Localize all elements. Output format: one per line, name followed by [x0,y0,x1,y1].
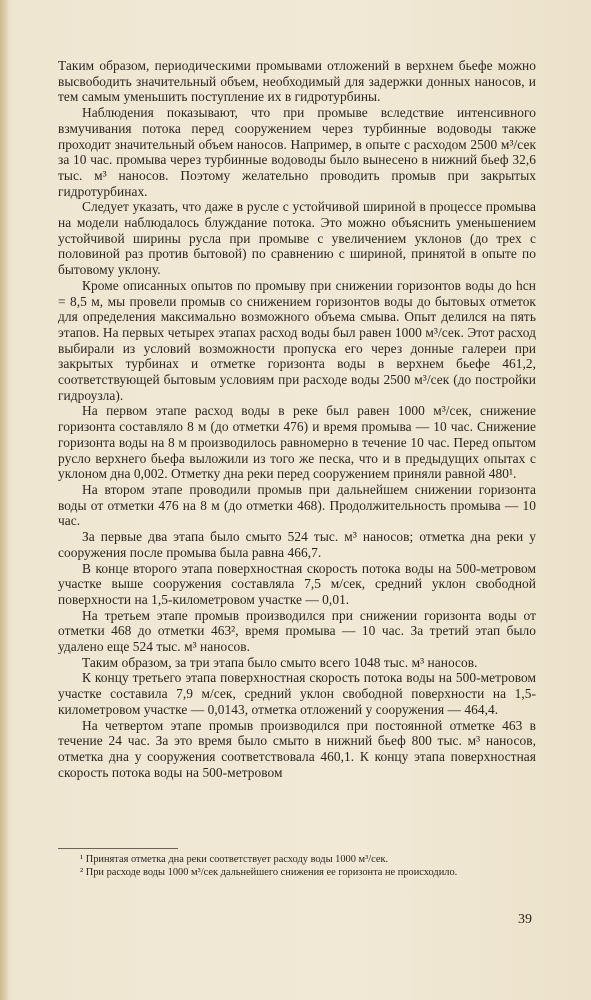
paragraph-10: Таким образом, за три этапа было смыто всего 1048 тыс. м³ наносов. [82,654,478,670]
paragraph-3: Следует указать, что даже в русле с устойчивой шириной в процессе промыва на модели наблюдалось блуждание потока. Это можно объяснить уменьшением устойчивой ширины русла при промыве с увеличением уклонов (до трех с половиной раз против бытовой) по сравнению с шириной, принятой в опыте по бытовому уклону. [58,199,536,278]
footnote-2: ² При расходе воды 1000 м³/сек дальнейшего снижения ее горизонта не происходило. [80,866,458,878]
paragraph-12: На четвертом этапе промыв производился при постоянной отметке 463 в течение 24 час. За это время было смыто в нижний бьеф 800 тыс. м³ наносов, отметка дна у сооружения соответствовала 460,1. К концу этапа поверхностная скорость потока воды на 500-метровом [58,717,536,780]
footnote-1: ¹ Принятая отметка дна реки соответствует расходу воды 1000 м³/сек. [80,854,389,865]
footnotes [58,848,536,880]
paragraph-4: Кроме описанных опытов по промыву при снижении горизонтов воды до hсн = 8,5 м, мы провели промыв со снижением горизонтов воды до бытовых отметок для определения максимально возможного объема смыва. Опыт делился на пять этапов. На первых четырех этапах расход воды был равен 1000 м³/сек. Этот расход выбирали из условий возможности пропуска его через донные галереи при закрытых турбинах и отметке горизонта воды в верхнем бьефе 461,2, соответствующей бытовым условиям при расходе воды 2500 м³/сек (до постройки гидроузла). [58,277,536,403]
paragraph-11: К концу третьего этапа поверхностная скорость потока воды на 500-метровом участке составила 7,9 м/сек, средний уклон свободной поверхности на 1,5-километровом участке — 0,0143, отметка отложений у сооружения — 464,4. [58,670,536,717]
paragraph-6: На втором этапе проводили промыв при дальнейшем снижении горизонта воды от отметки 476 на 8 м (до отметки 468). Продолжительность промыва — 10 час. [58,481,536,529]
page-number: 39 [518,912,532,927]
paragraph-8: В конце второго этапа поверхностная скорость потока воды на 500-метровом участке выше сооружения составляла 7,5 м/сек, средний уклон свободной поверхности на 1,5-километровом участке — 0,01. [58,560,536,607]
paragraph-1: Таким образом, периодическими промывами отложений в верхнем бьефе можно высвободить значительный объем, необходимый для задержки донных наносов, и тем самым уменьшить поступление их в гидротурбины. [58,58,536,105]
paragraph-5: На первом этапе расход воды в реке был равен 1000 м³/сек, снижение горизонта составляло 8 м (до отметки 476) и время промыва — 10 час. Снижение горизонта воды на 8 м производилось равномерно в течение 10 час. Перед опытом русло верхнего бьефа выложили из того же песка, что и в предыдущих опытах с уклоном дна 0,002. Отметку дна реки перед сооружением приняли равной 480¹. [58,403,536,482]
main-text [58,58,536,780]
page-spine-shadow [0,0,8,1000]
footnote-divider [58,848,178,849]
paragraph-9: На третьем этапе промыв производился при снижении горизонта воды от отметки 468 до отметки 463², время промыва — 10 час. За третий этап было удалено еще 524 тыс. м³ наносов. [58,607,536,655]
paragraph-2: Наблюдения показывают, что при промыве вследствие интенсивного взмучивания потока перед сооружением через турбинные водоводы также проходит значительный объем наносов. Например, в опыте с расходом 2500 м³/сек за 10 час. промыва через турбинные водоводы было вынесено в нижний бьеф 32,6 тыс. м³ наносов. Поэтому желательно проводить промыв при закрытых гидротурбинах. [58,105,536,199]
paragraph-7: За первые два этапа было смыто 524 тыс. м³ наносов; отметка дна реки у сооружения после промыва была равна 466,7. [58,529,536,560]
